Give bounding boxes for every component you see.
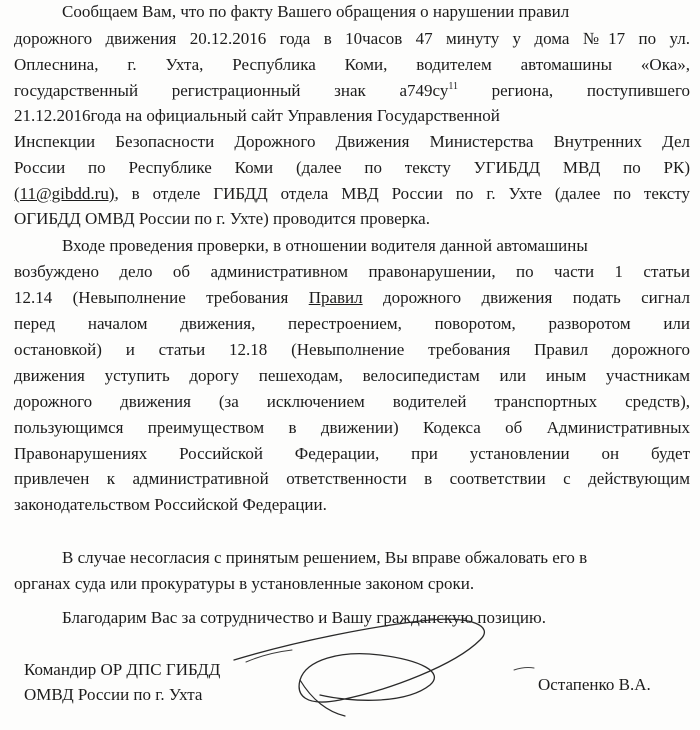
signer-name: Остапенко В.А. (538, 675, 651, 694)
p3-line-2: органах суда или прокуратуры в установленные законом сроки. (14, 574, 475, 593)
p1-line-5: 21.12.2016года на официальный сайт Управления Государственной (14, 106, 500, 125)
p2-line-3-end: дорожного движения подать сигнал (362, 288, 690, 307)
p2-line-4: перед началом движения, перестроением, поворотом, разворотом или (14, 314, 690, 333)
p1-line-4-end: региона, поступившего (457, 81, 690, 100)
p2-line-3-text: 12.14 (Невыполнение требования (14, 288, 309, 307)
p3-line-1: В случае несогласия с принятым решением, Вы вправе обжаловать его в (62, 548, 588, 567)
p2-line-2: возбуждено дело об административном правонарушении, по части 1 статьи (14, 262, 690, 281)
rules-link[interactable]: Правил (308, 288, 363, 307)
region-code: 11 (448, 81, 458, 92)
p1-line-1: Сообщаем Вам, что по факту Вашего обращения о нарушении правил (62, 2, 570, 21)
p1-line-6: Инспекции Безопасности Дорожного Движения Министерства Внутренних Дел (14, 132, 690, 151)
p2-line-6: движения уступить дорогу пешеходам, велосипедистам или иным участникам (14, 366, 690, 385)
p4-line-1: Благодарим Вас за сотрудничество и Вашу гражданскую позицию. (62, 608, 546, 627)
p1-line-7: России по Республике Коми (далее по тексту УГИБДД МВД по РК) (14, 158, 690, 177)
p2-line-5: остановкой) и статьи 12.18 (Невыполнение требования Правил дорожного (14, 340, 690, 359)
email-link[interactable]: (11@gibdd.ru) (14, 184, 115, 203)
p1-line-3: Оплеснина, г. Ухта, Республика Коми, водителем автомашины «Ока», (14, 55, 690, 74)
p2-line-11: законодательством Российской Федерации. (14, 495, 327, 514)
p2-line-1: Входе проведения проверки, в отношении водителя данной автомашины (62, 236, 588, 255)
p2-line-8: пользующимся преимуществом в движении) Кодекса об Административных (14, 418, 690, 437)
p1-line-2: дорожного движения 20.12.2016 года в 10часов 47 минуту у дома №17 по ул. (14, 29, 690, 48)
signer-position-line-2: ОМВД России по г. Ухта (24, 685, 203, 704)
p1-line-9: ОГИБДД ОМВД России по г. Ухте) проводится проверка. (14, 209, 430, 228)
p1-line-8-text: , в отделе ГИБДД отдела МВД России по г. Ухте (далее по тексту (114, 184, 690, 203)
p2-line-7: дорожного движения (за исключением водителей транспортных средств), (14, 392, 690, 411)
p2-line-10: привлечен к административной ответственности в соответствии с действующим (14, 469, 690, 488)
p2-line-9: Правонарушениях Российской Федерации, при установлении он будет (14, 444, 690, 463)
signer-position-line-1: Командир ОР ДПС ГИБДД (24, 660, 221, 679)
p1-line-4-text: государственный регистрационный знак а749су (14, 81, 449, 100)
